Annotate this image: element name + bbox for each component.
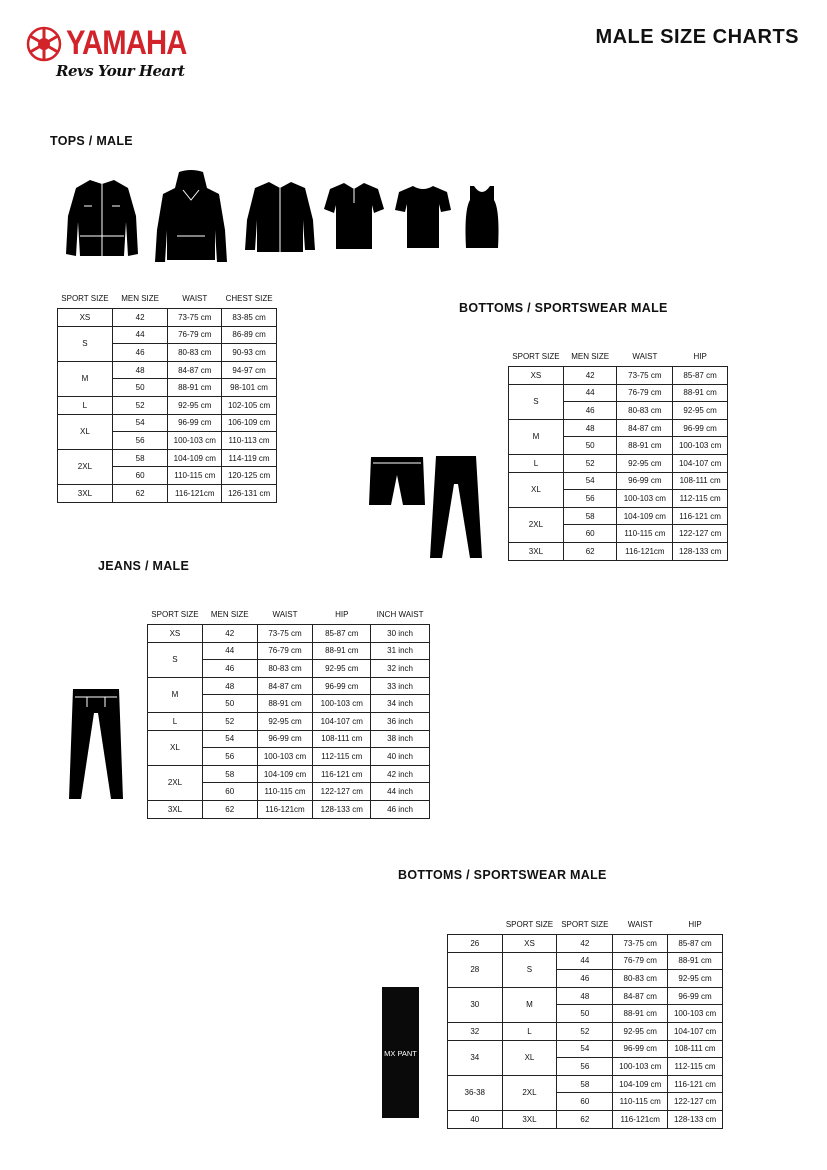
size-value-cell: 85-87 cm — [668, 935, 723, 953]
size-value-cell: 50 — [202, 695, 257, 713]
table-row — [58, 484, 277, 502]
size-value-cell: 46 — [557, 970, 613, 988]
table-row — [448, 1110, 723, 1128]
size-value-cell: 98-101 cm — [222, 379, 277, 397]
size-value-cell: 88-91 cm — [313, 642, 371, 660]
mx-bottoms-section-title: BOTTOMS / SPORTSWEAR MALE — [398, 868, 607, 882]
size-value-cell: 56 — [112, 432, 168, 450]
size-value-cell: 60 — [112, 467, 168, 485]
size-value-cell: 104-107 cm — [673, 454, 728, 472]
size-value-cell: 92-95 cm — [613, 1022, 668, 1040]
size-value-cell: 50 — [112, 379, 168, 397]
table-row — [509, 454, 728, 472]
size-value-cell: 42 — [202, 625, 257, 643]
size-value-cell: 62 — [202, 800, 257, 818]
column-header: WAIST — [182, 294, 208, 303]
table-row — [509, 419, 728, 437]
sport-size-cell: XL — [509, 472, 564, 507]
size-value-cell: 84-87 cm — [617, 419, 673, 437]
size-value-cell: 84-87 cm — [613, 987, 668, 1005]
table-row — [448, 1075, 723, 1093]
size-value-cell: 100-103 cm — [617, 490, 673, 508]
size-value-cell: 62 — [563, 542, 617, 560]
size-value-cell: 44 — [202, 642, 257, 660]
table-row — [58, 309, 277, 327]
size-value-cell: 116-121 cm — [673, 507, 728, 525]
sport-size-cell: M — [509, 419, 564, 454]
size-value-cell: 116-121cm — [613, 1110, 668, 1128]
table-row — [148, 765, 430, 783]
size-value-cell: 48 — [112, 361, 168, 379]
pant-size-cell: 36-38 — [448, 1075, 503, 1110]
table-row — [148, 730, 430, 748]
size-value-cell: 100-103 cm — [613, 1058, 668, 1076]
size-value-cell: 62 — [557, 1110, 613, 1128]
size-value-cell: 44 — [557, 952, 613, 970]
tank-top-icon — [464, 184, 500, 250]
page-title: MALE SIZE CHARTS — [595, 26, 799, 48]
size-value-cell: 73-75 cm — [257, 625, 313, 643]
size-value-cell: 76-79 cm — [168, 326, 222, 344]
column-header: HIP — [335, 610, 349, 619]
size-value-cell: 96-99 cm — [673, 419, 728, 437]
jacket-icon — [62, 176, 142, 260]
size-value-cell: 85-87 cm — [673, 367, 728, 385]
size-value-cell: 108-111 cm — [313, 730, 371, 748]
size-value-cell: 54 — [202, 730, 257, 748]
size-value-cell: 38 inch — [371, 730, 430, 748]
size-value-cell: 58 — [202, 765, 257, 783]
size-value-cell: 100-103 cm — [668, 1005, 723, 1023]
size-value-cell: 100-103 cm — [673, 437, 728, 455]
shirt-icon — [243, 180, 317, 254]
sport-size-cell: S — [509, 384, 564, 419]
size-value-cell: 46 — [112, 344, 168, 362]
sport-size-cell: M — [502, 987, 557, 1022]
size-value-cell: 31 inch — [371, 642, 430, 660]
sport-size-cell: XL — [58, 414, 113, 449]
size-value-cell: 44 inch — [371, 783, 430, 801]
size-value-cell: 30 inch — [371, 625, 430, 643]
size-value-cell: 34 inch — [371, 695, 430, 713]
size-value-cell: 94-97 cm — [222, 361, 277, 379]
column-header: CHEST SIZE — [225, 294, 273, 303]
size-value-cell: 52 — [112, 396, 168, 414]
size-value-cell: 84-87 cm — [257, 677, 313, 695]
size-value-cell: 44 — [563, 384, 617, 402]
table-row — [448, 952, 723, 970]
size-value-cell: 86-89 cm — [222, 326, 277, 344]
size-value-cell: 76-79 cm — [613, 952, 668, 970]
size-value-cell: 116-121cm — [168, 484, 222, 502]
size-value-cell: 54 — [112, 414, 168, 432]
size-value-cell: 48 — [557, 987, 613, 1005]
sport-size-cell: 2XL — [148, 765, 203, 800]
size-value-cell: 42 — [112, 309, 168, 327]
sport-size-cell: L — [148, 712, 203, 730]
size-value-cell: 96-99 cm — [257, 730, 313, 748]
size-value-cell: 50 — [563, 437, 617, 455]
sport-size-cell: L — [58, 396, 113, 414]
size-value-cell: 110-115 cm — [613, 1093, 668, 1111]
column-header: SPORT SIZE — [512, 352, 560, 361]
size-value-cell: 108-111 cm — [668, 1040, 723, 1058]
sport-size-cell: 3XL — [58, 484, 113, 502]
table-row — [58, 326, 277, 344]
size-value-cell: 126-131 cm — [222, 484, 277, 502]
size-value-cell: 54 — [563, 472, 617, 490]
column-header: INCH WAIST — [376, 610, 424, 619]
size-value-cell: 33 inch — [371, 677, 430, 695]
size-value-cell: 88-91 cm — [168, 379, 222, 397]
size-value-cell: 56 — [557, 1058, 613, 1076]
size-value-cell: 128-133 cm — [668, 1110, 723, 1128]
size-value-cell: 92-95 cm — [673, 402, 728, 420]
size-value-cell: 52 — [563, 454, 617, 472]
size-value-cell: 122-127 cm — [313, 783, 371, 801]
size-value-cell: 116-121cm — [617, 542, 673, 560]
size-value-cell: 58 — [557, 1075, 613, 1093]
size-value-cell: 36 inch — [371, 712, 430, 730]
size-value-cell: 80-83 cm — [257, 660, 313, 678]
column-header: HIP — [693, 352, 707, 361]
sport-size-cell: 2XL — [58, 449, 113, 484]
size-value-cell: 58 — [563, 507, 617, 525]
column-header: SPORT SIZE — [151, 610, 199, 619]
size-value-cell: 110-115 cm — [617, 525, 673, 543]
size-value-cell: 108-111 cm — [673, 472, 728, 490]
column-header: WAIST — [632, 352, 658, 361]
size-value-cell: 60 — [557, 1093, 613, 1111]
sport-size-cell: XL — [148, 730, 203, 765]
size-value-cell: 80-83 cm — [613, 970, 668, 988]
size-value-cell: 96-99 cm — [313, 677, 371, 695]
mx-pant-label: MX PANT — [384, 1049, 417, 1058]
table-row — [509, 367, 728, 385]
size-value-cell: 96-99 cm — [617, 472, 673, 490]
shorts-icon — [369, 455, 425, 507]
sport-size-cell: XS — [502, 935, 557, 953]
sport-size-cell: XS — [58, 309, 113, 327]
table-row — [148, 800, 430, 818]
size-value-cell: 46 — [563, 402, 617, 420]
size-value-cell: 92-95 cm — [617, 454, 673, 472]
size-value-cell: 110-115 cm — [168, 467, 222, 485]
table-row — [148, 642, 430, 660]
size-value-cell: 96-99 cm — [168, 414, 222, 432]
size-value-cell: 104-107 cm — [668, 1022, 723, 1040]
sport-size-cell: S — [148, 642, 203, 677]
jeans-size-table — [147, 610, 430, 819]
mx-pant-image — [382, 987, 419, 1118]
size-value-cell: 83-85 cm — [222, 309, 277, 327]
size-value-cell: 48 — [202, 677, 257, 695]
size-value-cell: 104-109 cm — [168, 449, 222, 467]
column-header: MEN SIZE — [571, 352, 610, 361]
size-value-cell: 76-79 cm — [617, 384, 673, 402]
table-row — [148, 712, 430, 730]
size-value-cell: 60 — [202, 783, 257, 801]
table-row — [58, 396, 277, 414]
size-value-cell: 112-115 cm — [673, 490, 728, 508]
size-value-cell: 120-125 cm — [222, 467, 277, 485]
table-row — [148, 625, 430, 643]
size-value-cell: 50 — [557, 1005, 613, 1023]
hoodie-icon — [153, 170, 229, 266]
sport-size-cell: 3XL — [148, 800, 203, 818]
size-value-cell: 56 — [202, 748, 257, 766]
size-value-cell: 92-95 cm — [668, 970, 723, 988]
size-value-cell: 104-107 cm — [313, 712, 371, 730]
size-value-cell: 73-75 cm — [168, 309, 222, 327]
size-value-cell: 100-103 cm — [313, 695, 371, 713]
polo-icon — [324, 181, 384, 251]
brand-wordmark: YAMAHA — [66, 24, 187, 62]
size-value-cell: 42 inch — [371, 765, 430, 783]
table-row — [509, 542, 728, 560]
size-value-cell: 128-133 cm — [313, 800, 371, 818]
size-value-cell: 88-91 cm — [673, 384, 728, 402]
size-value-cell: 88-91 cm — [257, 695, 313, 713]
size-value-cell: 116-121cm — [257, 800, 313, 818]
size-value-cell: 84-87 cm — [168, 361, 222, 379]
column-header: WAIST — [272, 610, 298, 619]
brand-tagline: Revs Your Heart — [56, 62, 185, 80]
size-value-cell: 60 — [563, 525, 617, 543]
sport-size-cell: 2XL — [509, 507, 564, 542]
sport-size-cell: 3XL — [502, 1110, 557, 1128]
table-row — [448, 935, 723, 953]
size-value-cell: 42 — [563, 367, 617, 385]
column-header: SPORT SIZE — [61, 294, 109, 303]
sport-size-cell: XS — [509, 367, 564, 385]
size-value-cell: 116-121 cm — [668, 1075, 723, 1093]
jeans-icon — [67, 687, 125, 803]
size-value-cell: 100-103 cm — [257, 748, 313, 766]
size-value-cell: 80-83 cm — [168, 344, 222, 362]
size-value-cell: 92-95 cm — [168, 396, 222, 414]
size-value-cell: 106-109 cm — [222, 414, 277, 432]
size-value-cell: 46 inch — [371, 800, 430, 818]
size-value-cell: 85-87 cm — [313, 625, 371, 643]
bottoms-size-table — [508, 352, 728, 561]
size-value-cell: 100-103 cm — [168, 432, 222, 450]
pant-size-cell: 28 — [448, 952, 503, 987]
size-value-cell: 122-127 cm — [668, 1093, 723, 1111]
size-value-cell: 73-75 cm — [617, 367, 673, 385]
size-value-cell: 104-109 cm — [613, 1075, 668, 1093]
mx-bottoms-size-table — [447, 920, 723, 1129]
size-value-cell: 32 inch — [371, 660, 430, 678]
table-row — [509, 384, 728, 402]
size-value-cell: 42 — [557, 935, 613, 953]
size-value-cell: 92-95 cm — [313, 660, 371, 678]
size-value-cell: 58 — [112, 449, 168, 467]
table-row — [448, 1022, 723, 1040]
table-row — [448, 987, 723, 1005]
table-row — [509, 507, 728, 525]
sport-size-cell: M — [58, 361, 113, 396]
size-value-cell: 92-95 cm — [257, 712, 313, 730]
bottoms-section-title: BOTTOMS / SPORTSWEAR MALE — [459, 301, 668, 315]
size-value-cell: 54 — [557, 1040, 613, 1058]
pant-size-cell: 32 — [448, 1022, 503, 1040]
size-value-cell: 40 inch — [371, 748, 430, 766]
pant-size-cell: 26 — [448, 935, 503, 953]
size-value-cell: 110-115 cm — [257, 783, 313, 801]
size-value-cell: 128-133 cm — [673, 542, 728, 560]
size-value-cell: 112-115 cm — [668, 1058, 723, 1076]
sport-size-cell: S — [58, 326, 113, 361]
table-row — [509, 472, 728, 490]
sport-size-cell: L — [509, 454, 564, 472]
size-value-cell: 110-113 cm — [222, 432, 277, 450]
sport-size-cell: L — [502, 1022, 557, 1040]
size-value-cell: 104-109 cm — [257, 765, 313, 783]
size-value-cell: 76-79 cm — [257, 642, 313, 660]
tops-section-title: TOPS / MALE — [50, 134, 133, 148]
column-header: MEN SIZE — [121, 294, 159, 303]
size-value-cell: 88-91 cm — [613, 1005, 668, 1023]
sport-size-cell: 2XL — [502, 1075, 557, 1110]
size-value-cell: 46 — [202, 660, 257, 678]
pant-size-cell: 34 — [448, 1040, 503, 1075]
tops-size-table — [57, 294, 277, 503]
size-value-cell: 88-91 cm — [668, 952, 723, 970]
size-value-cell: 90-93 cm — [222, 344, 277, 362]
size-value-cell: 116-121 cm — [313, 765, 371, 783]
jeans-section-title: JEANS / MALE — [98, 559, 190, 573]
sport-size-cell: XS — [148, 625, 203, 643]
size-value-cell: 122-127 cm — [673, 525, 728, 543]
size-value-cell: 62 — [112, 484, 168, 502]
size-value-cell: 73-75 cm — [613, 935, 668, 953]
table-row — [448, 1040, 723, 1058]
leggings-icon — [428, 454, 484, 562]
table-row — [58, 414, 277, 432]
size-value-cell: 52 — [557, 1022, 613, 1040]
size-value-cell: 112-115 cm — [313, 748, 371, 766]
size-value-cell: 44 — [112, 326, 168, 344]
sport-size-cell: M — [148, 677, 203, 712]
size-value-cell: 102-105 cm — [222, 396, 277, 414]
size-value-cell: 56 — [563, 490, 617, 508]
sport-size-cell: XL — [502, 1040, 557, 1075]
tuning-fork-emblem-icon — [26, 26, 62, 62]
size-value-cell: 96-99 cm — [613, 1040, 668, 1058]
column-header: SPORT SIZE — [505, 920, 554, 929]
size-value-cell: 104-109 cm — [617, 507, 673, 525]
sport-size-cell: S — [502, 952, 557, 987]
table-row — [148, 677, 430, 695]
column-header: HIP — [688, 920, 702, 929]
tshirt-icon — [395, 184, 451, 250]
size-value-cell: 96-99 cm — [668, 987, 723, 1005]
size-value-cell: 80-83 cm — [617, 402, 673, 420]
column-header — [448, 920, 503, 935]
column-header: MEN SIZE — [210, 610, 249, 619]
size-value-cell: 88-91 cm — [617, 437, 673, 455]
size-value-cell: 114-119 cm — [222, 449, 277, 467]
size-value-cell: 52 — [202, 712, 257, 730]
table-row — [58, 449, 277, 467]
pant-size-cell: 40 — [448, 1110, 503, 1128]
pant-size-cell: 30 — [448, 987, 503, 1022]
column-header: SPORT SIZE — [561, 920, 609, 929]
column-header: WAIST — [627, 920, 653, 929]
size-value-cell: 48 — [563, 419, 617, 437]
yamaha-logo — [26, 24, 206, 88]
table-row — [58, 361, 277, 379]
sport-size-cell: 3XL — [509, 542, 564, 560]
